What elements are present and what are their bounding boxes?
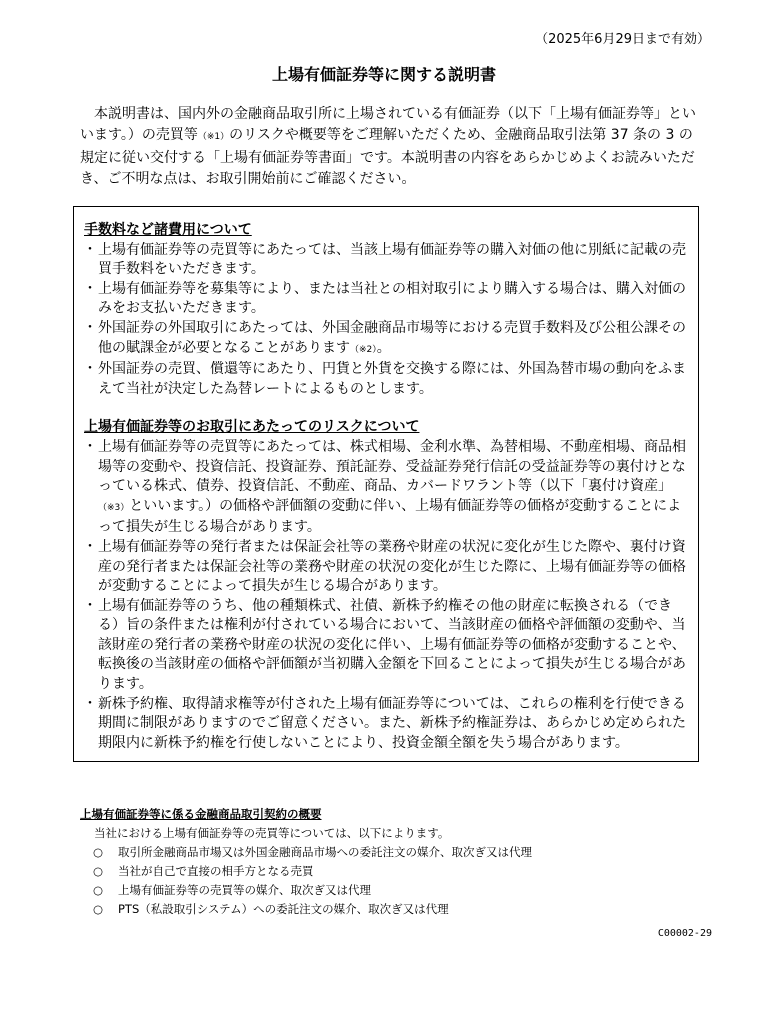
risks-item-3: ・ 上場有価証券等のうち、他の種類株式、社債、新株予約権その他の財産に転換される（できる）旨の条件または権利が付されている場合において、当該財産の価格や評価額の変動や、当該財産の発行者の業務や財産の状況の変化に伴い、上場有価証券等の価格が変動することや、転換後の当該財産の価格や評価額が当初購入金額を下回ることによって損失が生じる場合があります。 xyxy=(84,597,688,695)
overview-lead: 当社における上場有価証券等の売買等については、以下によります。 xyxy=(94,826,450,840)
overview-item xyxy=(80,862,700,881)
validity-date: （2025年6月29日まで有効） xyxy=(535,32,710,47)
overview-item xyxy=(80,900,700,919)
overview-item-text: 取引所金融商品市場又は外国金融商品市場への委託注文の媒介、取次ぎ又は代理 xyxy=(118,845,532,859)
intro-note-1: （※1） xyxy=(197,132,230,142)
document-code: C00002-29 xyxy=(657,928,712,939)
overview-item xyxy=(80,843,700,862)
fees-item-3-end: 。 xyxy=(376,339,391,356)
circle-bullet-icon: ○ xyxy=(93,883,104,897)
overview-heading: 上場有価証券等に係る金融商品取引契約の概要 xyxy=(80,807,322,821)
risks-item-1 xyxy=(84,438,688,538)
fees-item-4: ・ 外国証券の売買、償還等にあたり、円貨と外貨を交換する際には、外国為替市場の動向をふまえて当社が決定した為替レートによるものとします。 xyxy=(84,360,688,399)
overview-item-text: PTS（私設取引システム）への委託注文の媒介、取次ぎ又は代理 xyxy=(118,902,449,916)
intro-paragraph xyxy=(80,104,700,190)
risks-item-1-note: （※3） xyxy=(98,502,130,513)
fees-item-3 xyxy=(84,319,688,360)
risks-item-2: ・ 上場有価証券等の発行者または保証会社等の業務や財産の状況に変化が生じた際や、裏付け資産の発行者または保証会社等の業務や財産の状況の変化が生じた際に、上場有価証券等の価格が変動することによって損失が生じる場合があります。 xyxy=(84,538,688,597)
circle-bullet-icon: ○ xyxy=(93,864,104,878)
overview-item-text: 上場有価証券等の売買等の媒介、取次ぎ又は代理 xyxy=(118,883,371,897)
fees-heading: 手数料など諸費用について xyxy=(84,222,252,238)
fees-list xyxy=(84,241,688,400)
risks-item-1-end: といいます。）の価格や評価額の変動に伴い、上場有価証券等の価格が変動することによって損失が生じる場合があります。 xyxy=(98,497,682,536)
overview-item-text: 当社が自己で直接の相手方となる売買 xyxy=(118,864,314,878)
fees-item-1: ・ 上場有価証券等の売買等にあたっては、当該上場有価証券等の購入対価の他に別紙に記載の売買手数料をいただきます。 xyxy=(84,241,688,280)
circle-bullet-icon: ○ xyxy=(93,902,104,916)
risks-list xyxy=(84,438,688,754)
fees-item-3-text: 外国証券の外国取引にあたっては、外国金融商品市場等における売買手数料及び公租公課その他の賦課金が必要となることがあります xyxy=(98,319,686,356)
fees-item-2: ・ 上場有価証券等を募集等により、または当社との相対取引により購入する場合は、購入対価のみをお支払いただきます。 xyxy=(84,280,688,319)
fees-and-risks-box xyxy=(73,206,699,762)
risks-item-4: ・ 新株予約権、取得請求権等が付された上場有価証券等については、これらの権利を行使できる期間に制限がありますのでご留意ください。また、新株予約権証券は、あらかじめ定められた期限内に新株予約権を行使しないことにより、投資金額全額を失う場合があります。 xyxy=(84,695,688,754)
document-title: 上場有価証券等に関する説明書 xyxy=(271,65,496,84)
risks-item-1-text: 上場有価証券等の売買等にあたっては、株式相場、金利水準、為替相場、不動産相場、商品相場等の変動や、投資信託、投資証券、預託証券、受益証券発行信託の受益証券等の裏付けとなっている株式、債券、投資信託、不動産、商品、カバードワラント等（以下「裏付け資産」 xyxy=(98,438,686,495)
circle-bullet-icon: ○ xyxy=(93,845,104,859)
contract-overview-section xyxy=(80,805,700,919)
intro-text-1: 本説明書は、国内外の金融商品取引所に上場されている有価証券（以下「上場有価証券等」といいます。）の売買等 xyxy=(80,106,696,143)
risks-heading: 上場有価証券等のお取引にあたってのリスクについて xyxy=(84,419,420,436)
intro-text-2: のリスクや概要等をご理解いただくため、金融商品取引法第 37 条の 3 の規定に従い交付する「上場有価証券等書面」です。本説明書の内容をあらかじめよくお読みいただき、ご不明な点は、お取引開始前にご確認ください。 xyxy=(80,127,695,187)
overview-list xyxy=(80,843,700,919)
overview-item xyxy=(80,881,700,900)
fees-item-3-note: （※2） xyxy=(350,344,377,355)
